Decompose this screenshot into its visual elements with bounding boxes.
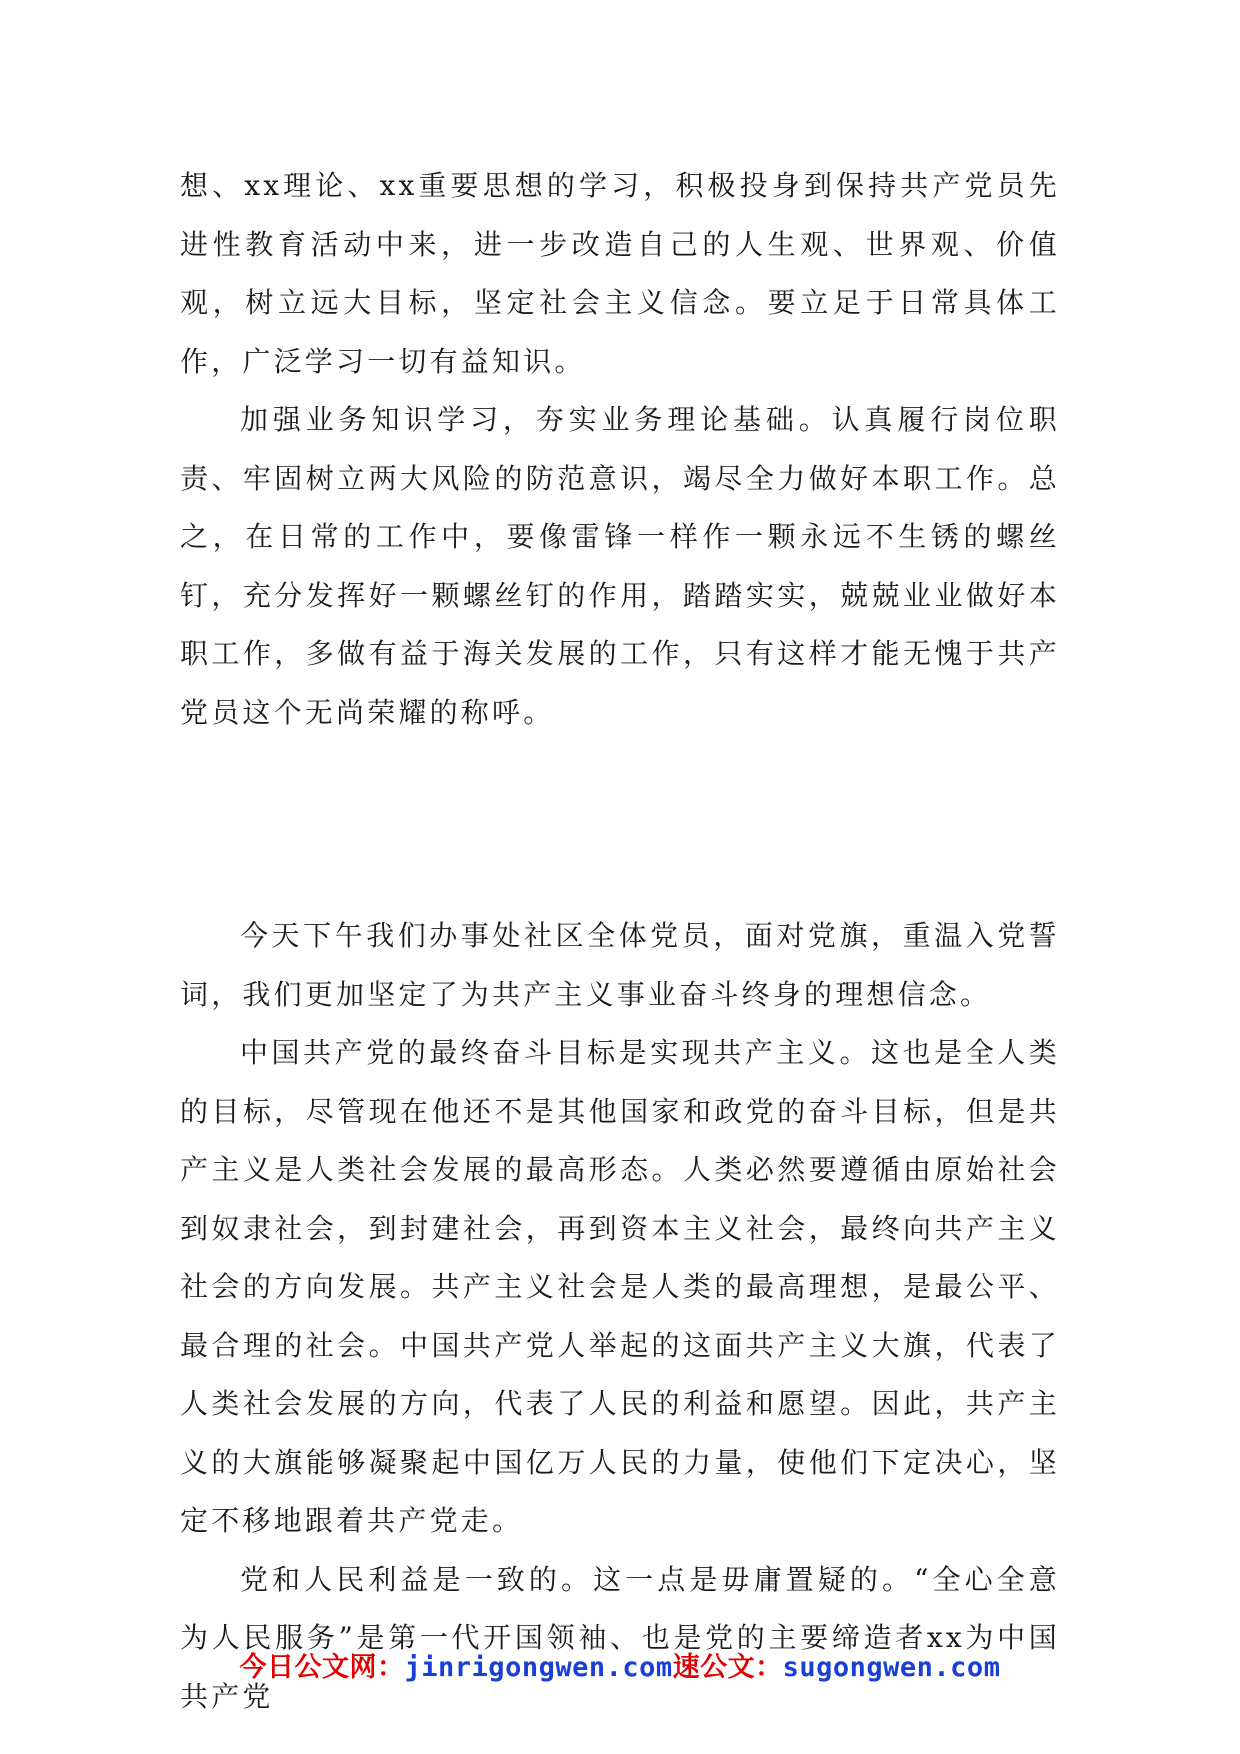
footer-watermark (0, 1645, 1240, 1684)
footer-link-2[interactable]: sugongwen.com (782, 1652, 1001, 1683)
paragraph: 中国共产党的最终奋斗目标是实现共产主义。这也是全人类的目标，尽管现在他还不是其他国家和政党的奋斗目标，但是共产主义是人类社会发展的最高形态。人类必然要遵循由原始社会到奴隶社会，到封建社会，再到资本主义社会，最终向共产主义社会的方向发展。共产主义社会是人类的最高理想，是最公平、最合理的社会。中国共产党人举起的这面共产主义大旗，代表了人类社会发展的方向，代表了人民的利益和愿望。因此，共产主义的大旗能够凝聚起中国亿万人民的力量，使他们下定决心，坚定不移地跟着共产党走。 (180, 1036, 1060, 1537)
footer-label-2: 速公文： (672, 1652, 783, 1683)
paragraph: 加强业务知识学习，夯实业务理论基础。认真履行岗位职责、牢固树立两大风险的防范意识，竭尽全力做好本职工作。总之，在日常的工作中，要像雷锋一样作一颗永远不生锈的螺丝钉，充分发挥好一颗螺丝钉的作用，踏踏实实，兢兢业业做好本职工作，多做有益于海关发展的工作，只有这样才能无愧于共产党员这个无尚荣耀的称呼。 (180, 403, 1060, 729)
paragraph: 今天下午我们办事处社区全体党员，面对党旗，重温入党誓词，我们更加坚定了为共产主义事业奋斗终身的理想信念。 (180, 919, 1060, 1011)
paragraph: 党和人民利益是一致的。这一点是毋庸置疑的。“全心全意为人民服务”是第一代开国领袖、也是党的主要缔造者xx为中国共产党 (180, 1562, 1060, 1713)
text-block-1 (180, 157, 1060, 742)
footer-link-1[interactable]: jinrigongwen.com (404, 1652, 673, 1683)
footer-label-1: 今日公文网： (239, 1652, 405, 1683)
text-block-2 (180, 907, 1060, 1726)
paragraph-continuation: 想、xx理论、xx重要思想的学习，积极投身到保持共产党员先进性教育活动中来，进一步改造自己的人生观、世界观、价值观，树立远大目标，坚定社会主义信念。要立足于日常具体工作，广泛学习一切有益知识。 (180, 169, 1060, 378)
